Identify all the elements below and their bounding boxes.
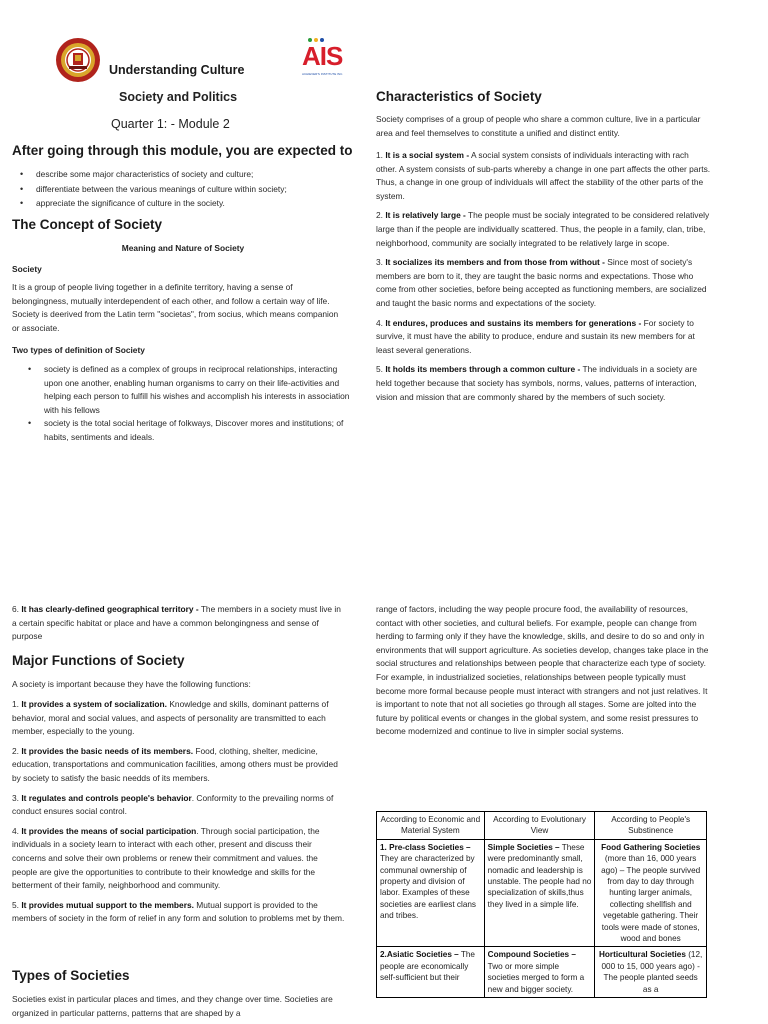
ais-logo: [302, 38, 346, 78]
types-heading: Types of Societies: [12, 968, 130, 983]
table-cell: Compound Societies – Two or more simple societies merged to form a new and bigger society.: [484, 947, 595, 998]
table-cell: Food Gathering Societies (more than 16, 000 years ago) – The people survived from day to day through hunting larger animals, collecting shellfish and vegetable gathering. Their tools were made of stones, wood and bones: [595, 839, 707, 947]
table-cell: 2.Asiatic Societies – The people are economically self-sufficient but their: [377, 947, 485, 998]
table-header-row: [377, 812, 707, 840]
types-continuation: range of factors, including the way people procure food, the availability of resources, contact with other societies, and cultural beliefs. For example, people can change from herding to farming only if they have the knowledge, skills, and desire to do so and only in environments that will support agriculture. As societies develop, changes take place in the social structures and relationships between people that characterize each type of society. For example, in industrialized societies, relationships between people typically must become more formal because people must interact with strangers and not just relatives. It is important to note that not all societies go through all stages. Some are jolted into the future by political events or changes in the global system, and some resist pressures to become modernized and continue to live in simpler social systems.: [376, 604, 709, 737]
ais-logo-caption: ACHIEVER'S INSTITUTE INC.: [302, 72, 344, 76]
function-item: 2. It provides the basic needs of its members. Food, clothing, shelter, medicine, education, transportations and communication facilities, among others must be provided by society to satisfy the basic needds of its members.: [12, 745, 338, 783]
module-title: Understanding Culture: [109, 63, 245, 77]
definition-item: • society is defined as a complex of groups in reciprocal relationships, interacting upon one another, enabling human organisms to carry on their life-activities and helping each person to fulfill his wishes and accomplish his interests in association with his fellows: [20, 363, 350, 417]
concept-heading: The Concept of Society: [12, 217, 163, 232]
module-subtitle: Society and Politics: [119, 90, 238, 104]
quarter-label: Quarter 1: - Module 2: [111, 117, 230, 131]
characteristic-item: 5. It holds its members through a common culture - The individuals in a society are held together because that society has symbols, norms, values, patterns of interaction, vision and mission that are commonly shared by the members of such society.: [376, 364, 697, 402]
table-cell: Horticultural Societies (12, 000 to 15, 000 years ago) - The people planted seeds as a: [595, 947, 707, 998]
characteristic-item: 2. It is relatively large - The people must be socialy integrated to be considered relatively large than if the people are individually scattered. Thus, the people in a family, clan, tribe, neighborhood, community are socially integrated to be relatively large in scope.: [376, 210, 710, 248]
characteristic-item: 4. It endures, produces and sustains its members for generations - For society to survive, it must have the ability to produce, endure and sustain its new members for at least several generations.: [376, 317, 695, 355]
society-types-table: [376, 811, 707, 998]
table-cell: Simple Societies – These were predominantly small, nomadic and leadership is unstable. The people had no specialization of skills,thus they lived in a simple life.: [484, 839, 595, 947]
table-row: [377, 839, 707, 947]
function-item: 5. It provides mutual support to the members. Mutual support is provided to the members of society in the form of relief in any form and solution to problems met by them.: [12, 899, 345, 924]
table-cell: 1. Pre-class Societies – They are characterized by communal ownership of property and division of labor. Examples of these societies are earliest clans and tribes.: [377, 839, 485, 947]
expected-heading: After going through this module, you are expected to: [12, 143, 353, 158]
objectives-list: [12, 167, 352, 211]
characteristics-intro: Society comprises of a group of people who share a common culture, live in a particular area and feel themselves to constitute a unified and distinct entity.: [376, 114, 701, 138]
definitions-list: [20, 363, 350, 445]
table-header-cell: According to Evolutionary View: [484, 812, 595, 840]
meaning-heading: Meaning and Nature of Society: [121, 243, 245, 253]
function-item: 3. It regulates and controls people's behavior. Conformity to the prevailing norms of conduct ensures social control.: [12, 792, 334, 817]
characteristic-item: 1. It is a social system - A social system consists of individuals interacting with rach other. A system consists of sub-parts whereby a change in one part affects the other parts. Thus, a change in one group of individuals will affect the stability of the other parts of the system.: [376, 150, 711, 201]
society-definition: It is a group of people living together in a definite territory, having a sense of belongingness, mutually interdependent of each other, and follow a certain way of life. Society is deerived from the Latin term "societas", from socius, which means companion or associate.: [12, 282, 339, 333]
objective-item: • appreciate the significance of culture in the society.: [12, 196, 352, 211]
table-row: [377, 947, 707, 998]
table-header-cell: According to People's Substinence: [595, 812, 707, 840]
characteristic-item-6: 6. It has clearly-defined geographical territory - The members in a society must live in a certain specific habitat or place and have a common belongingness and sense of purpose: [12, 604, 341, 642]
types-intro: Societies exist in particular places and times, and they change over time. Societies are organized in particular patterns, patterns that are shaped by a: [12, 994, 333, 1018]
school-seal-logo: [55, 37, 101, 83]
functions-intro: A society is important because they have the following functions:: [12, 679, 251, 689]
objective-item: • describe some major characteristics of society and culture;: [12, 167, 352, 182]
functions-heading: Major Functions of Society: [12, 653, 185, 668]
two-types-label: Two types of definition of Society: [12, 345, 145, 355]
function-item: 1. It provides a system of socialization. Knowledge and skills, dominant patterns of behavior, moral and social values, and aspects of personality are transmitted to each member, especially to the young.: [12, 699, 329, 737]
objective-item: • differentiate between the various meanings of culture within society;: [12, 182, 352, 197]
society-label: Society: [12, 264, 42, 274]
ais-logo-text: AIS: [302, 41, 343, 71]
characteristic-item: 3. It socializes its members and from those from without - Since most of society's members are born to it, they are taught the basic norms and expectations. Those who come from other societies, before being accepted as functioning members, are socialized and taught the basic norms and expectations of the society.: [376, 257, 707, 308]
characteristics-heading: Characteristics of Society: [376, 89, 542, 104]
characteristics-list: [376, 149, 711, 404]
definition-item: • society is the total social heritage of folkways, Discover mores and institutions; of habits, sentiments and ideals.: [20, 417, 350, 444]
function-item: 4. It provides the means of social participation. Through social participation, the individuals in a society learn to interact with each other, present and discuss their concerns and solve their own problems or renew their commitment and values. the people are give the opportunities to contribute to their knowledge and skills for the betterment of their family, neighborhood and community.: [12, 825, 320, 891]
functions-list: [12, 698, 345, 926]
table-header-cell: According to Economic and Material System: [377, 812, 485, 840]
